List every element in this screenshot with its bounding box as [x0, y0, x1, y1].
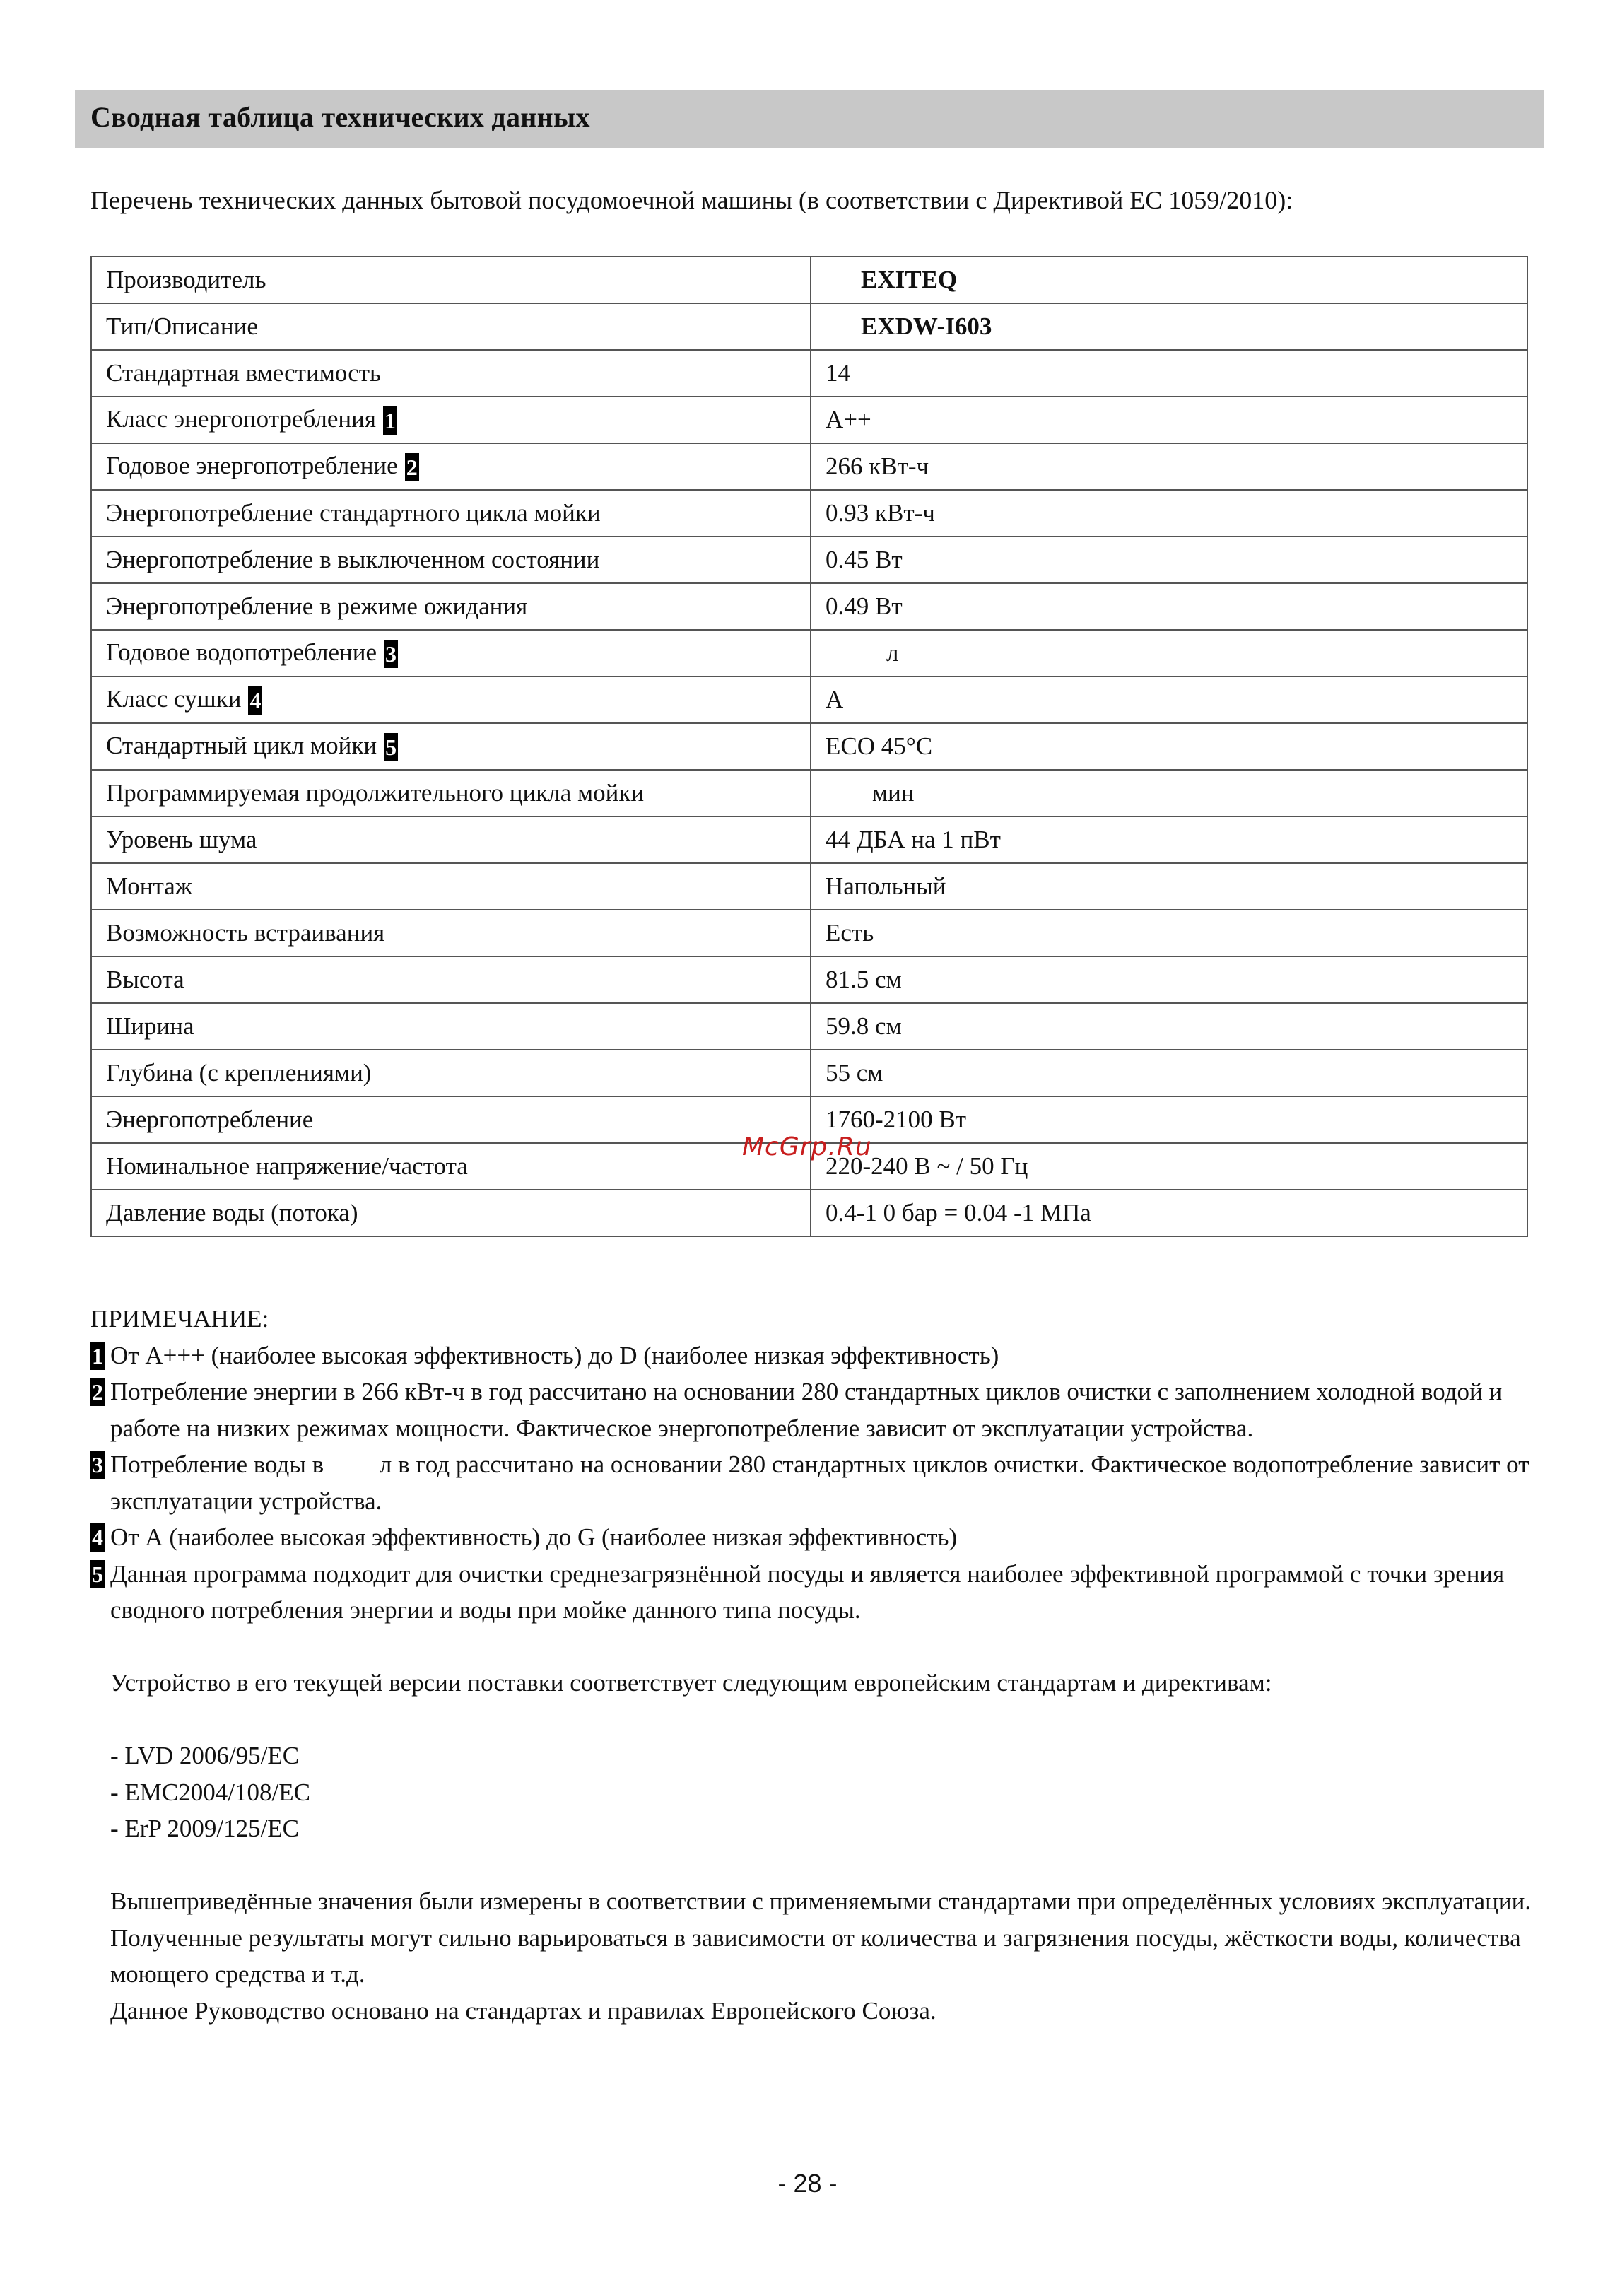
note-text: Данная программа подходит для очистки среднезагрязнённой посуды и является наиболее эффективной программой с точки зрения сводного потребления энергии и воды при мойке данного типа посуды. — [110, 1559, 1511, 1624]
value-text: 59.8 см — [826, 1012, 902, 1040]
table-row — [91, 723, 1527, 770]
value-text: ECO 45°C — [826, 732, 933, 760]
value-text: 1760-2100 Вт — [826, 1106, 967, 1133]
param-label: Уровень шума — [106, 826, 257, 853]
standard-item: - LVD 2006/95/EC — [110, 1742, 300, 1769]
notes-list — [90, 1337, 1546, 1629]
spec-table — [90, 256, 1528, 1237]
value-text: 0.49 Вт — [826, 592, 903, 620]
note-item — [90, 1446, 1546, 1519]
note-marker: 4 — [92, 1525, 103, 1550]
value-text: 81.5 см — [826, 966, 902, 993]
compliance-text: Устройство в его текущей версии поставки соответствует следующим европейским стандартам и директивам: — [110, 1669, 1272, 1697]
table-row — [91, 303, 1527, 350]
param-cell — [91, 630, 811, 676]
table-row — [91, 816, 1527, 863]
value-cell — [811, 1096, 1527, 1143]
value-cell — [811, 863, 1527, 910]
footnote-marker: 3 — [385, 641, 397, 667]
param-label: Высота — [106, 966, 184, 993]
value-text: л — [886, 639, 899, 667]
param-label: Тип/Описание — [106, 312, 258, 340]
table-row — [91, 257, 1527, 303]
note-item — [90, 1556, 1546, 1629]
value-cell — [811, 910, 1527, 956]
basis-text: Данное Руководство основано на стандартах и правилах Европейского Союза. — [110, 1996, 936, 2025]
section-title: Сводная таблица технических данных — [90, 101, 590, 133]
table-row — [91, 1050, 1527, 1096]
value-cell — [811, 676, 1527, 723]
param-label: Глубина (с креплениями) — [106, 1059, 372, 1086]
param-cell — [91, 863, 811, 910]
param-cell — [91, 1096, 811, 1143]
value-text: мин — [872, 779, 915, 807]
param-cell — [91, 676, 811, 723]
value-cell — [811, 257, 1527, 303]
param-cell — [91, 257, 811, 303]
value-text: 220-240 В ~ / 50 Гц — [826, 1152, 1028, 1180]
value-cell — [811, 537, 1527, 583]
value-text: Напольный — [826, 872, 946, 900]
table-row — [91, 863, 1527, 910]
param-cell — [91, 350, 811, 397]
param-label: Стандартная вместимость — [106, 359, 382, 387]
param-label: Давление воды (потока) — [106, 1199, 358, 1226]
watermark: McGrp.Ru — [742, 1132, 872, 1161]
value-text: 0.4-1 0 бар = 0.04 -1 МПа — [826, 1199, 1091, 1226]
table-row — [91, 350, 1527, 397]
param-label: Номинальное напряжение/частота — [106, 1152, 468, 1180]
param-label: Производитель — [106, 266, 266, 293]
value-cell — [811, 816, 1527, 863]
standards-list — [90, 1738, 1546, 1847]
table-row — [91, 583, 1527, 630]
param-label: Класс энергопотребления — [106, 404, 376, 433]
table-row — [91, 490, 1527, 537]
intro-text: Перечень технических данных бытовой посудомоечной машины (в соответствии с Директивой ЕС 1059/2010): — [90, 186, 1293, 214]
note-item — [90, 1337, 1546, 1374]
param-label: Класс сушки — [106, 684, 242, 713]
value-text: Есть — [826, 919, 874, 947]
table-row — [91, 1003, 1527, 1050]
value-text: EXITEQ — [861, 266, 958, 293]
value-text: 0.45 Вт — [826, 546, 903, 573]
note-text: От А (наиболее высокая эффективность) до G (наиболее низкая эффективность) — [110, 1523, 958, 1551]
value-cell — [811, 303, 1527, 350]
param-label: Стандартный цикл мойки — [106, 731, 377, 759]
table-row — [91, 676, 1527, 723]
param-cell — [91, 537, 811, 583]
value-text: 14 — [826, 359, 850, 387]
param-cell — [91, 303, 811, 350]
param-cell — [91, 910, 811, 956]
param-label: Энергопотребление — [106, 1106, 314, 1133]
note-marker: 1 — [92, 1342, 103, 1369]
note-item — [90, 1374, 1546, 1446]
value-cell — [811, 583, 1527, 630]
value-cell — [811, 490, 1527, 537]
notes-section — [90, 1301, 1546, 2029]
table-row — [91, 956, 1527, 1003]
page-number: - 28 - — [777, 2169, 838, 2198]
value-cell — [811, 723, 1527, 770]
value-cell — [811, 956, 1527, 1003]
param-cell — [91, 397, 811, 443]
param-cell — [91, 1143, 811, 1190]
value-text: EXDW-I603 — [861, 312, 992, 340]
table-row — [91, 397, 1527, 443]
table-row — [91, 537, 1527, 583]
value-cell — [811, 443, 1527, 490]
value-cell — [811, 1143, 1527, 1190]
standard-item: - EMC2004/108/EC — [110, 1778, 310, 1806]
value-cell — [811, 1003, 1527, 1050]
value-cell — [811, 1050, 1527, 1096]
param-cell — [91, 583, 811, 630]
value-text: 55 см — [826, 1059, 883, 1086]
param-cell — [91, 490, 811, 537]
value-cell — [811, 350, 1527, 397]
note-marker: 5 — [92, 1561, 103, 1587]
note-marker: 2 — [92, 1379, 103, 1405]
param-cell — [91, 1050, 811, 1096]
notes-title: ПРИМЕЧАНИЕ: — [90, 1305, 269, 1332]
param-cell — [91, 1003, 811, 1050]
note-text: Потребление воды в л в год рассчитано на основании 280 стандартных циклов очистки. Фактическое водопотребление зависит от эксплуатации устройства. — [110, 1451, 1536, 1515]
table-row — [91, 770, 1527, 816]
param-label: Монтаж — [106, 872, 192, 900]
value-text: 44 ДБА на 1 пВт — [826, 826, 1001, 853]
value-text: А++ — [826, 406, 871, 433]
footnote-marker: 2 — [406, 455, 418, 481]
param-label: Возможность встраивания — [106, 919, 385, 947]
param-label: Энергопотребление стандартного цикла мойки — [106, 499, 601, 527]
note-item — [90, 1519, 1546, 1556]
param-cell — [91, 956, 811, 1003]
param-label: Годовое энергопотребление — [106, 451, 398, 479]
param-label: Программируемая продолжительного цикла мойки — [106, 779, 645, 807]
value-text: 266 кВт-ч — [826, 452, 929, 480]
note-text: Потребление энергии в 266 кВт-ч в год рассчитано на основании 280 стандартных циклов очистки с заполнением холодной водой и работе на низких режимах мощности. Фактическое энергопотребление зависит от эксплуатации устройства. — [110, 1378, 1508, 1442]
param-cell — [91, 443, 811, 490]
note-marker: 3 — [92, 1452, 103, 1477]
value-cell — [811, 630, 1527, 676]
footnote-marker: 1 — [384, 408, 396, 434]
section-header-bar — [75, 90, 1544, 148]
footnote-marker: 4 — [249, 688, 262, 714]
table-row — [91, 630, 1527, 676]
param-label: Годовое водопотребление — [106, 638, 377, 666]
param-cell — [91, 723, 811, 770]
value-text: 0.93 кВт-ч — [826, 499, 935, 527]
param-label: Энергопотребление в выключенном состоянии — [106, 546, 600, 573]
value-cell — [811, 1190, 1527, 1236]
note-text: От А+++ (наиболее высокая эффективность) до D (наиболее низкая эффективность) — [110, 1341, 999, 1369]
value-cell — [811, 397, 1527, 443]
disclaimer-text: Вышеприведённые значения были измерены в соответствии с применяемыми стандартами при определённых условиях эксплуатации. Полученные результаты могут сильно варьироваться в зависимости от количества и загрязнения посуды, жёсткости воды, количества моющего средства и т.д. — [110, 1887, 1532, 1988]
standard-item: - ErP 2009/125/EC — [110, 1815, 300, 1842]
value-text: А — [826, 686, 844, 713]
param-label: Ширина — [106, 1012, 194, 1040]
table-row — [91, 1190, 1527, 1236]
param-label: Энергопотребление в режиме ожидания — [106, 592, 528, 620]
table-row — [91, 443, 1527, 490]
value-cell — [811, 770, 1527, 816]
param-cell — [91, 770, 811, 816]
param-cell — [91, 1190, 811, 1236]
param-cell — [91, 816, 811, 863]
footnote-marker: 5 — [385, 734, 397, 761]
table-row — [91, 910, 1527, 956]
